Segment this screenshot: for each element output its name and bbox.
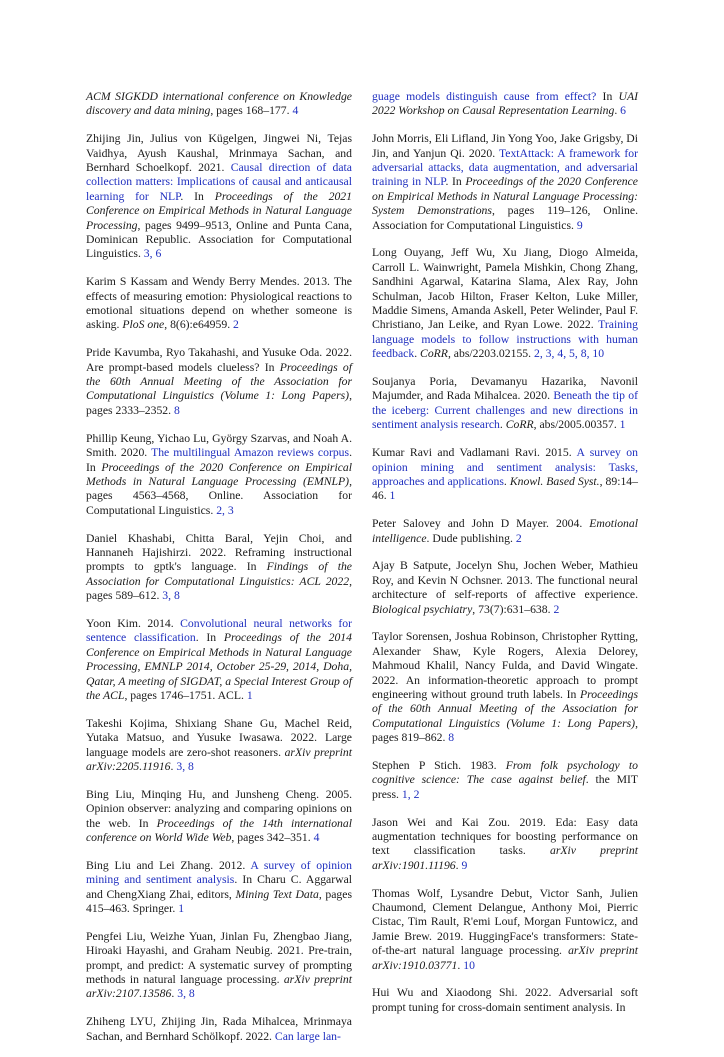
reference-venue: CoRR xyxy=(420,347,448,361)
back-reference-pages[interactable]: 4 xyxy=(313,831,320,844)
reference-entry xyxy=(372,132,638,233)
reference-title-link[interactable]: guage models distinguish cause from effect? xyxy=(372,90,597,103)
reference-text: Phillip Keung, Yichao Lu, György Szarvas, and Noah A. Smith. 2020. xyxy=(86,431,352,460)
reference-title-link[interactable]: A survey on opinion mining and sentiment analysis: Tasks, approaches and applications xyxy=(372,446,638,488)
reference-entry xyxy=(86,132,352,262)
back-reference-pages[interactable]: 1 xyxy=(178,902,185,916)
reference-venue: Mining Text Data xyxy=(235,887,319,901)
reference-entry xyxy=(86,275,352,333)
reference-text: Soujanya Poria, Devamanyu Hazarika, Navonil Majumder, and Rada Mihalcea. 2020. xyxy=(372,375,638,403)
back-reference-pages[interactable]: 3, 8 xyxy=(176,759,194,773)
reference-text: . the MIT press. xyxy=(372,773,638,801)
reference-text: Takeshi Kojima, Shixiang Shane Gu, Machel Reid, Yutaka Matsuo, and Yusuke Iwasawa. 2022. Large language models are zero-shot reasoners. xyxy=(86,716,352,759)
reference-entry xyxy=(86,717,352,775)
reference-entry xyxy=(372,816,638,874)
reference-text: . In xyxy=(86,446,352,474)
reference-venue: arXiv preprint arXiv:1910.03771 xyxy=(372,944,639,972)
reference-text: . xyxy=(457,958,464,972)
back-reference-pages[interactable]: 10 xyxy=(463,958,475,972)
back-reference-pages[interactable]: 1 xyxy=(619,418,626,432)
reference-text: . xyxy=(614,104,621,118)
reference-text: Pengfei Liu, Weizhe Yuan, Jinlan Fu, Zhengbao Jiang, Hiroaki Hayashi, and Graham Neubig. 2021. Pre-train, prompt, and predict: A systematic survey of prompting methods in natural language processing. xyxy=(86,929,352,987)
reference-entry xyxy=(372,517,638,546)
reference-text: Yoon Kim. 2014. xyxy=(86,616,181,630)
reference-text: Karim S Kassam and Wendy Berry Mendes. 2013. The effects of measuring emotion: Physiological reactions to emotional situations depend on whether someone is asking. xyxy=(86,275,352,332)
reference-text: , pages 168–177. xyxy=(210,104,293,118)
reference-text: Long Ouyang, Jeff Wu, Xu Jiang, Diogo Almeida, Carroll L. Wainwright, Pamela Mishkin, Chong Zhang, Sandhini Agarwal, Katarina Slama, Alex Ray, John Schulman, Jacob Hilton, Fraser Kelton, Luke Miller, Maddie Simens, Amanda Askell, Peter Welinder, Paul F. Christiano, Jan Leike, and Ryan Lowe. 2022. xyxy=(372,246,638,332)
back-reference-pages[interactable]: 2 xyxy=(233,318,239,332)
reference-text: , abs/2005.00357. xyxy=(533,418,620,432)
reference-title-link[interactable]: Training language models to follow instructions with human feedback xyxy=(372,318,638,361)
reference-venue: Proceedings of the 14th international conference on World Wide Web xyxy=(86,816,352,844)
reference-text: , pages 589–612. xyxy=(86,574,352,603)
reference-text: Bing Liu, Minqing Hu, and Junsheng Cheng. 2005. Opinion observer: analyzing and comparing opinions on the web. In xyxy=(86,787,352,830)
reference-text: , pages 2333–2352. xyxy=(86,389,352,417)
reference-text: Daniel Khashabi, Chitta Baral, Yejin Choi, and Hannaneh Hajishirzi. 2022. Reframing instructional prompts to gptk's language. In xyxy=(86,531,352,574)
reference-venue: ACM SIGKDD international conference on Knowledge discovery and data mining xyxy=(86,90,352,118)
reference-entry xyxy=(86,788,352,846)
reference-text: , abs/2203.02155. xyxy=(447,347,534,361)
back-reference-pages[interactable]: 1 xyxy=(389,489,396,503)
reference-entry xyxy=(372,90,638,119)
reference-title-link[interactable]: A survey of opinion mining and sentiment analysis xyxy=(86,858,352,887)
reference-venue: UAI 2022 Workshop on Causal Representation Learning xyxy=(372,90,638,118)
reference-title-link[interactable]: TextAttack: A framework for adversarial attacks, data augmentation, and adversarial training in NLP xyxy=(372,146,638,189)
reference-venue: arXiv preprint arXiv:2205.11916 xyxy=(86,745,352,773)
reference-venue: Proceedings of the 2014 Conference on Empirical Methods in Natural Language Processing, EMNLP 2014, October 25-29, 2014, Doha, Qatar, A meeting of SIGDAT, a Special Interest Group of the ACL xyxy=(86,631,352,702)
reference-title-link[interactable]: Convolutional neural networks for sentence classification xyxy=(86,616,352,645)
reference-text: , pages 819–862. xyxy=(372,716,638,745)
back-reference-pages[interactable]: 9 xyxy=(576,218,583,232)
reference-entry xyxy=(372,986,638,1015)
reference-venue: arXiv preprint arXiv:2107.13586 xyxy=(86,973,352,1001)
reference-text: . Dude publishing. xyxy=(426,531,516,545)
reference-text: , 73(7):631–638. xyxy=(472,602,554,616)
back-reference-pages[interactable]: 3, 8 xyxy=(162,589,180,603)
reference-entry xyxy=(372,375,638,433)
reference-text: Taylor Sorensen, Joshua Robinson, Christopher Rytting, Alexander Shaw, Kyle Rogers, Alexia Delorey, Mahmoud Khalil, Nancy Fulda, and David Wingate. 2022. An information-theoretic approach to prompt engineering without ground truth labels. In xyxy=(372,630,638,701)
reference-entry xyxy=(372,759,638,802)
reference-entry xyxy=(86,90,352,119)
reference-text: Peter Salovey and John D Mayer. 2004. xyxy=(372,517,590,531)
back-reference-pages[interactable]: 2 xyxy=(515,531,522,545)
back-reference-pages[interactable]: 2, 3 xyxy=(216,503,234,517)
back-reference-pages[interactable]: 2, 3, 4, 5, 8, 10 xyxy=(533,347,605,361)
back-reference-pages[interactable]: 3, 8 xyxy=(177,987,195,1001)
reference-entry xyxy=(372,630,638,745)
back-reference-pages[interactable]: 6 xyxy=(620,104,626,118)
back-reference-pages[interactable]: 9 xyxy=(461,858,468,872)
reference-title-link[interactable]: The multilingual Amazon reviews corpus xyxy=(151,446,350,460)
back-reference-pages[interactable]: 1, 2 xyxy=(401,787,420,801)
reference-venue: Proceedings of the 2020 Conference on Empirical Methods in Natural Language Processing (EMNLP) xyxy=(86,460,352,488)
back-reference-pages[interactable]: 4 xyxy=(292,104,299,118)
reference-text: Ajay B Satpute, Jocelyn Shu, Jochen Weber, Mathieu Roy, and Kevin N Ochsner. 2013. The functional neural architecture of self-reports of affective experience. xyxy=(372,559,638,602)
reference-text: . xyxy=(414,347,421,361)
reference-text: . xyxy=(171,987,178,1001)
reference-venue: arXiv preprint arXiv:1901.11196 xyxy=(372,844,639,872)
reference-entry xyxy=(86,432,352,518)
reference-entry xyxy=(86,617,352,703)
reference-text: Stephen P Stich. 1983. xyxy=(372,758,506,772)
back-reference-pages[interactable]: 8 xyxy=(173,403,180,417)
reference-entry xyxy=(372,559,638,617)
reference-text: . xyxy=(499,418,506,432)
reference-title-link[interactable]: Can large lan- xyxy=(274,1029,341,1043)
reference-venue: Proceedings of the 2020 Conference on Empirical Methods in Natural Language Processing: System Demonstrations xyxy=(372,175,638,218)
reference-venue: PloS one xyxy=(122,318,165,332)
reference-text: , 8(6):e64959. xyxy=(164,318,234,332)
back-reference-pages[interactable]: 2 xyxy=(553,602,560,616)
reference-text: John Morris, Eli Lifland, Jin Yong Yoo, Jake Grigsby, Di Jin, and Yanjun Qi. 2020. xyxy=(372,132,638,160)
reference-entry xyxy=(86,859,352,917)
reference-text: Jason Wei and Kai Zou. 2019. Eda: Easy data augmentation techniques for boosting performance on text classification tasks. xyxy=(372,815,638,858)
reference-entry xyxy=(86,346,352,418)
reference-entry xyxy=(86,532,352,604)
reference-text: Kumar Ravi and Vadlamani Ravi. 2015. xyxy=(372,446,577,460)
reference-venue: CoRR xyxy=(505,418,534,432)
reference-text: Pride Kavumba, Ryo Takahashi, and Yusuke Oda. 2022. Are prompt-based models clueless? In xyxy=(86,346,352,374)
reference-venue: Proceedings of the 60th Annual Meeting of the Association for Computational Linguistics (Volume 1: Long Papers) xyxy=(372,687,638,730)
back-reference-pages[interactable]: 8 xyxy=(448,731,455,745)
reference-entry xyxy=(86,1015,352,1044)
reference-text: . xyxy=(503,474,510,488)
reference-text: . xyxy=(455,858,462,872)
reference-venue: Proceedings of the 2021 Conference on Empirical Methods in Natural Language Processing xyxy=(86,189,352,232)
reference-entry xyxy=(372,446,638,504)
reference-venue: Findings of the Association for Computational Linguistics: ACL 2022 xyxy=(86,560,352,588)
reference-text: , pages 1746–1751. ACL. xyxy=(124,688,247,702)
reference-text: Bing Liu and Lei Zhang. 2012. xyxy=(86,858,251,872)
reference-entry xyxy=(372,246,638,361)
back-reference-pages[interactable]: 1 xyxy=(246,688,253,702)
reference-venue: Proceedings of the 60th Annual Meeting of the Association for Computational Linguistics (Volume 1: Long Papers) xyxy=(86,360,353,403)
reference-entry xyxy=(86,930,352,1002)
reference-text: . In xyxy=(195,631,224,645)
reference-text: In xyxy=(596,90,619,103)
reference-text: Zhijing Jin, Julius von Kügelgen, Jingwei Ni, Tejas Vaidhya, Ayush Kaushal, Mrinmaya Sachan, and Bernhard Schoelkopf. 2021. xyxy=(86,132,352,175)
reference-text: , 89:14–46. xyxy=(372,474,638,503)
reference-venue: Knowl. Based Syst. xyxy=(509,474,600,488)
reference-title-link[interactable]: Beneath the tip of the iceberg: Current challenges and new directions in sentiment analysis research xyxy=(372,389,638,432)
reference-text: , pages 9499–9513, Online and Punta Cana, Dominican Republic. Association for Computational Linguistics. xyxy=(86,218,352,261)
reference-text: Thomas Wolf, Lysandre Debut, Victor Sanh, Julien Chaumond, Clement Delangue, Anthony Moi, Pierric Cistac, Tim Rault, R'emi Louf, Morgan Funtowicz, and Jamie Brew. 2019. HuggingFace's transformers: State-of-the-art natural language processing. xyxy=(372,886,638,958)
reference-text: , pages 4563–4568, Online. Association for Computational Linguistics. xyxy=(86,474,352,517)
reference-text: Hui Wu and Xiaodong Shi. 2022. Adversarial soft prompt tuning for cross-domain sentiment analysis. In xyxy=(372,986,638,1014)
references-left-column xyxy=(86,90,352,1057)
reference-entry xyxy=(372,887,638,973)
reference-text: . In xyxy=(180,189,215,203)
reference-venue: Emotional intelligence xyxy=(372,517,638,545)
reference-title-link[interactable]: Causal direction of data collection matters: Implications of causal and anticausal learning for NLP xyxy=(86,161,352,203)
reference-text: , pages 342–351. xyxy=(231,831,314,844)
reference-text: . In xyxy=(445,175,466,189)
reference-venue: From folk psychology to cognitive science: The case against belief xyxy=(372,758,639,787)
reference-text: Zhiheng LYU, Zhijing Jin, Rada Mihalcea, Mrinmaya Sachan, and Bernhard Schölkopf. 2022. xyxy=(86,1015,352,1043)
reference-text: , pages 415–463. Springer. xyxy=(86,887,352,916)
reference-venue: Biological psychiatry xyxy=(372,602,473,616)
reference-text: , pages 119–126, Online. Association for Computational Linguistics. xyxy=(372,204,638,232)
back-reference-pages[interactable]: 3, 6 xyxy=(143,247,162,261)
references-right-column xyxy=(372,90,638,1029)
reference-text: . In Charu C. Aggarwal and ChengXiang Zhai, editors, xyxy=(86,873,353,901)
reference-text: . xyxy=(170,759,177,773)
